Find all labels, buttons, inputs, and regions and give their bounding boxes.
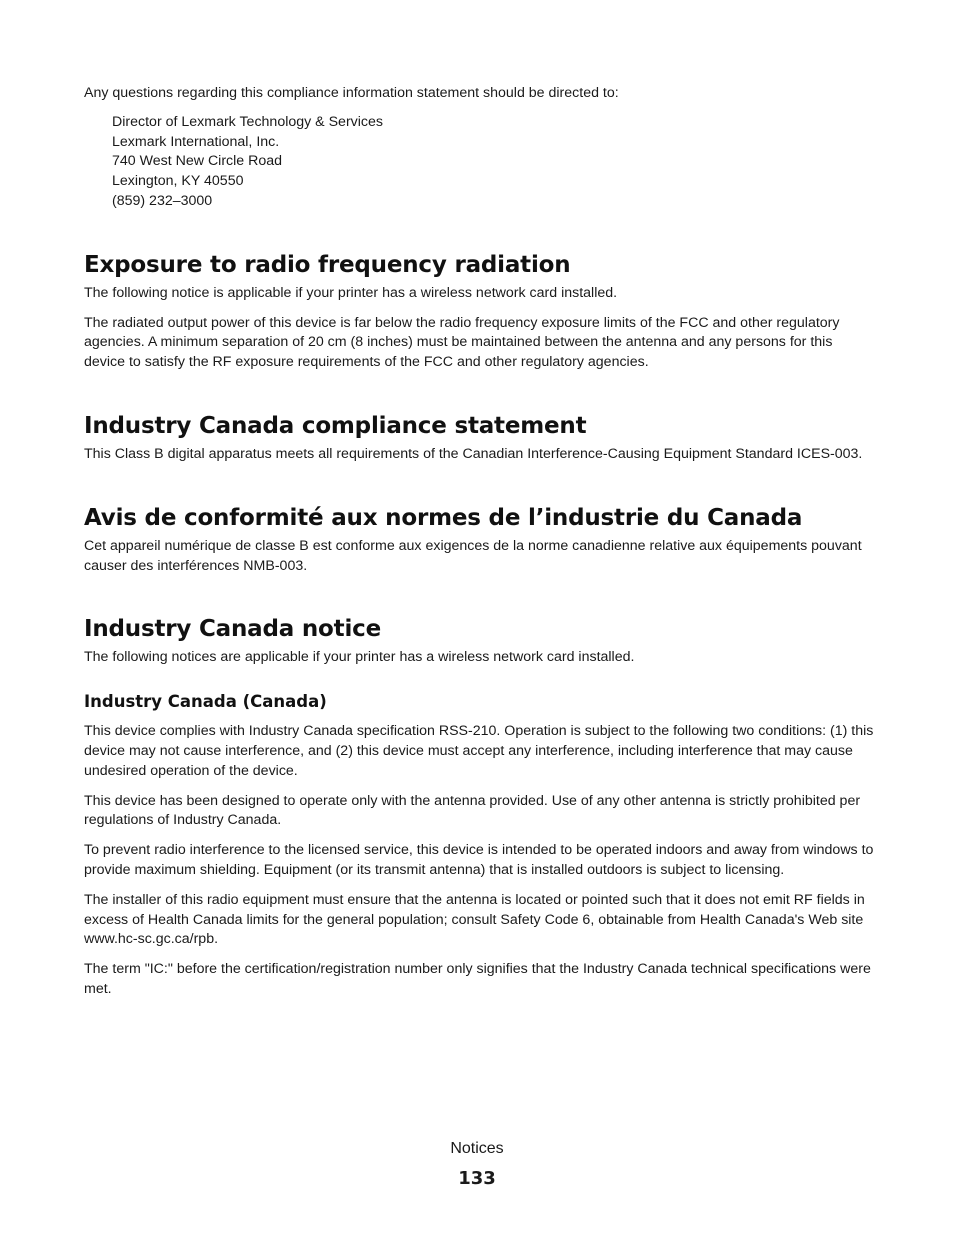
section-heading-rf-exposure: Exposure to radio frequency radiation — [84, 251, 571, 278]
address-phone: (859) 232–3000 — [112, 192, 213, 209]
subsection-heading-ic-canada: Industry Canada (Canada) — [84, 692, 327, 712]
address-line: Lexmark International, Inc. — [112, 133, 280, 150]
page-footer — [0, 1138, 954, 1192]
address-line: Lexington, KY 40550 — [112, 173, 244, 190]
footer-section-label: Notices — [450, 1140, 504, 1157]
section-heading-ic-compliance: Industry Canada compliance statement — [84, 412, 587, 439]
address-line: 740 West New Circle Road — [112, 153, 283, 170]
contact-address — [112, 113, 874, 212]
section-paragraph: The radiated output power of this device is far below the radio frequency exposure limits of the FCC and other regulatory agencies. A minimum separation of 20 cm (8 inches) must be maintained between the antenna and any persons for this device to satisfy the RF exposure requirements of the FCC and other regulatory agencies. — [84, 314, 840, 371]
section-heading-ic-notice: Industry Canada notice — [84, 616, 381, 643]
intro-text: Any questions regarding this compliance information statement should be directed to: — [84, 85, 619, 101]
page-number: 133 — [458, 1168, 496, 1189]
subsection-paragraph: To prevent radio interference to the licensed service, this device is intended to be operated indoors and away from windows to provide maximum shielding. Equipment (or its transmit antenna) that is installed outdoors is subject to licensing. — [84, 842, 874, 878]
address-line: Director of Lexmark Technology & Services — [112, 113, 383, 130]
document-page — [84, 84, 874, 1010]
section-paragraph: The following notice is applicable if your printer has a wireless network card installed. — [84, 284, 618, 301]
section-heading-avis-conformite: Avis de conformité aux normes de l’industrie du Canada — [84, 504, 803, 531]
subsection-paragraph: This device complies with Industry Canada specification RSS-210. Operation is subject to the following two conditions: (1) this device may not cause interference, and (2) this device must accept any interference, including interference that may cause undesired operation of the device. — [84, 723, 874, 779]
subsection-paragraph: The term "IC:" before the certification/registration number only signifies that the Industry Canada technical specifications were met. — [84, 961, 871, 997]
subsection-paragraph: The installer of this radio equipment must ensure that the antenna is located or pointed such that it does not emit RF fields in excess of Health Canada limits for the general population; consult Safety Code 6, obtainable from Health Canada's Web site www.hc-sc.gc.ca/rpb. — [84, 891, 865, 948]
section-paragraph: This Class B digital apparatus meets all requirements of the Canadian Interference-Causing Equipment Standard ICES-003. — [84, 445, 863, 462]
subsection-paragraph: This device has been designed to operate only with the antenna provided. Use of any other antenna is strictly prohibited per regulations of Industry Canada. — [84, 792, 861, 829]
section-paragraph: Cet appareil numérique de classe B est conforme aux exigences de la norme canadienne relative aux équipements pouvant causer des interférences NMB-003. — [84, 537, 862, 574]
section-paragraph: The following notices are applicable if your printer has a wireless network card installed. — [84, 649, 635, 666]
